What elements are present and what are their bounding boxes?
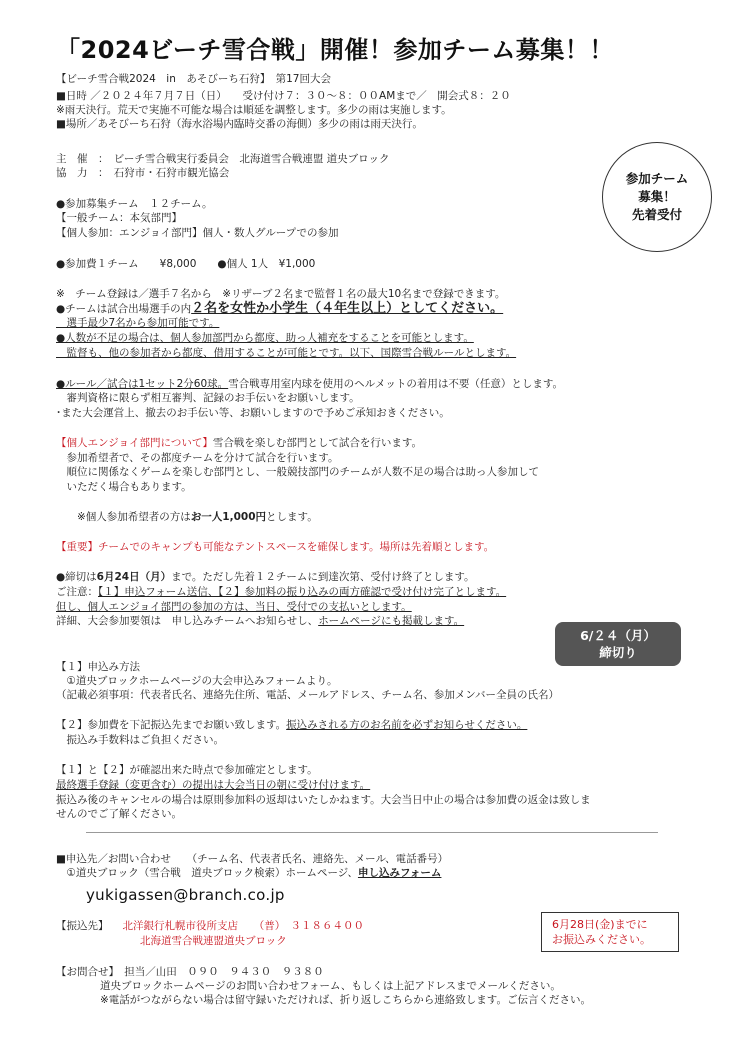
female-rule-lead: ●チームは試合出場選手の内 (56, 303, 192, 315)
helper-rule: ●人数が不足の場合は、個人参加部門から都度、助っ人補充をすることを可能とします。 (56, 332, 474, 344)
rain-note: ※雨天決行。荒天で実施不可能な場合は順延を調整します。多少の雨は実施します。 (56, 104, 452, 116)
caution-detail: 【１】申込フォーム送信、【２】参加料の振り込みの両方確認で受け付け完了とします。 (98, 586, 507, 598)
cancel-policy-2: せんのでご了解ください。 (56, 808, 182, 820)
deadline-tail: まで。ただし先着１２チームに到達次第、受付け終了とします。 (171, 571, 475, 583)
female-rule (56, 302, 503, 316)
transfer-deadline-badge (541, 912, 679, 952)
event-location: ■場所／あそびーち石狩（海水浴場内臨時交番の海側）多少の雨は雨天決行。 (56, 118, 423, 130)
account-holder: 北海道雪合戦連盟道央ブロック (140, 935, 287, 947)
deadline-date: 6月24日（月） (96, 571, 172, 583)
enjoy-line-3: 順位に関係なくゲームを楽しむ部門とし、一般競技部門のチームが人数不足の場合は助っ人参加して (56, 466, 539, 478)
event-date: ■日時 ／２０２４年７月７日（日） 受け付け７：３０～８：００AMまで／ 開会式８：２０ (56, 90, 511, 102)
contact-homepage-lead: ①道央ブロック（雪合戦 道央ブロック検索）ホームページ、 (56, 867, 358, 879)
deadline-badge (555, 622, 681, 666)
individual-fee-lead: ※個人参加希望者の方は (56, 511, 191, 523)
general-division: 【一般チーム：本気部門】 (56, 212, 182, 224)
payment-step (56, 718, 527, 732)
important-notice: 【重要】チームでのキャンプも可能なテントスペースを確保します。場所は先着順とします。 (56, 541, 495, 553)
enjoy-desc: 雪合戦を楽しむ部門として試合を行います。 (212, 437, 422, 449)
individual-fee-tail: とします。 (266, 511, 318, 523)
details-lead: 詳細、大会参加要領は 申し込みチームへお知らせし、 (56, 615, 319, 627)
cleanup-note: ･また大会運営上、撤去のお手伝い等、お願いしますので予めご承知おきください。 (56, 407, 450, 419)
cooperation: 協 力 ： 石狩市・石狩市観光協会 (56, 167, 230, 179)
transfer-badge-line: 6月28日(金)までに (552, 918, 648, 931)
enjoy-line-2: 参加希望者で、その都度チームを分けて試合を行います。 (56, 452, 339, 464)
payment-lead: 【２】参加費を下記振込先までお願い致します。 (56, 719, 287, 731)
individual-division: 【個人参加：エンジョイ部門】個人・数人グループでの参加 (56, 227, 339, 239)
recruiting-badge (602, 142, 712, 252)
badge-line: 募集！ (638, 189, 676, 204)
inquiry-form: 道央ブロックホームページのお問い合わせフォーム、もしくは上記アドレスまでメールください。 (100, 980, 561, 992)
coach-rule: 監督も、他の参加者から都度、借用することが可能とです。以下、国際雪合戦ルールとします。 (56, 347, 517, 359)
referee-note: 審判資格に限らず相互審判、記録のお手伝いをお願いします。 (56, 392, 360, 404)
page-title: 「2024ビーチ雪合戦」開催！参加チーム募集！！ (56, 36, 614, 64)
contact-homepage (56, 866, 441, 880)
transfer-badge-line: お振込みください。 (552, 933, 651, 946)
inquiry-contact: 【お問合せ】 担当／山田 ０９０ ９４３０ ９３８０ (56, 966, 324, 978)
required-fields: （記載必須事項：代表者氏名、連絡先住所、電話、メールアドレス、チーム名、参加メンバー全員の氏名） (56, 689, 560, 701)
apply-form-link[interactable]: 申し込みフォーム (357, 867, 442, 879)
female-rule-emphasis: ２名を女性か小学生（４年生以上）としてください。 (191, 301, 504, 316)
deadline-lead: ●締切は (56, 571, 97, 583)
bank-label: 【振込先】 (56, 920, 109, 932)
contact-heading: ■申込先／お問い合わせ （チーム名、代表者氏名、連絡先、メール、電話番号） (56, 853, 449, 865)
email-address[interactable]: yukigassen@branch.co.jp (86, 886, 285, 904)
caution-lead: ご注意： (56, 586, 98, 598)
event-heading: 【ビーチ雪合戦2024 in あそびーち石狩】 第17回大会 (56, 73, 331, 85)
rules-lead: ●ルール／試合は1セット2分60球。 (56, 378, 229, 390)
payment-name-note: 振込みされる方のお名前を必ずお知らせください。 (286, 719, 528, 731)
enjoy-line-4: いただく場合もあります。 (56, 481, 192, 493)
apply-method: 【１】申込み方法 (56, 661, 140, 673)
team-registration-note: ※ チーム登録は／選手７名から ※リザーブ２名まで監督１名の最大10名まで登録できます。 (56, 288, 506, 300)
badge-line: 参加チーム (625, 171, 689, 186)
rules (56, 377, 563, 391)
final-registration: 最終選手登録（変更含む）の提出は大会当日の朝に受け付けます。 (56, 779, 371, 791)
divider (86, 832, 658, 833)
enjoy-heading: 【個人エンジョイ部門について】 (56, 437, 213, 449)
entry-fee: ●参加費１チーム ¥8,000 ●個人 1人 ¥1,000 (56, 258, 316, 270)
deadline-badge-label: 締切り (599, 645, 637, 660)
inquiry-note: ※電話がつながらない場合は留守録いただければ、折り返しこちらから連絡致します。ご伝言ください。 (100, 994, 591, 1006)
deadline-badge-date: 6/２４（月） (580, 628, 656, 643)
badge-line: 先着受付 (631, 207, 682, 222)
cancel-policy: 振込み後のキャンセルの場合は原則参加料の返却はいたしかねます。大会当日中止の場合は参加費の返金は致しま (56, 794, 591, 806)
confirm-note: 【１】と【２】が確認出来た時点で参加確定とします。 (56, 764, 318, 776)
bank-account (56, 919, 364, 933)
deadline (56, 570, 475, 584)
organizer: 主 催 ： ビーチ雪合戦実行委員会 北海道雪合戦連盟 道央ブロック (56, 153, 390, 165)
enjoy-payment: 但し、個人エンジョイ部門の参加の方は、当日、受付での支払いとします。 (56, 601, 412, 613)
caution (56, 585, 506, 599)
min-players: 選手最少7名から参加可能です。 (56, 317, 220, 329)
individual-fee-amount: お一人1,000円 (190, 511, 267, 523)
individual-fee (56, 510, 318, 524)
apply-form: ①道央ブロックホームページの大会申込みフォームより。 (56, 675, 338, 687)
homepage-link[interactable]: ホームページにも掲載します。 (318, 615, 465, 627)
bank-detail: 北洋銀行札幌市役所支店 （普） ３１８６４００ (122, 920, 364, 932)
details-note (56, 614, 464, 628)
enjoy-division (56, 436, 422, 450)
rules-detail: 雪合戦専用室内球を使用のヘルメットの着用は不要（任意）とします。 (228, 378, 564, 390)
transfer-fee: 振込み手数料はご負担ください。 (56, 734, 224, 746)
team-count: ●参加募集チーム １２チーム。 (56, 198, 213, 210)
